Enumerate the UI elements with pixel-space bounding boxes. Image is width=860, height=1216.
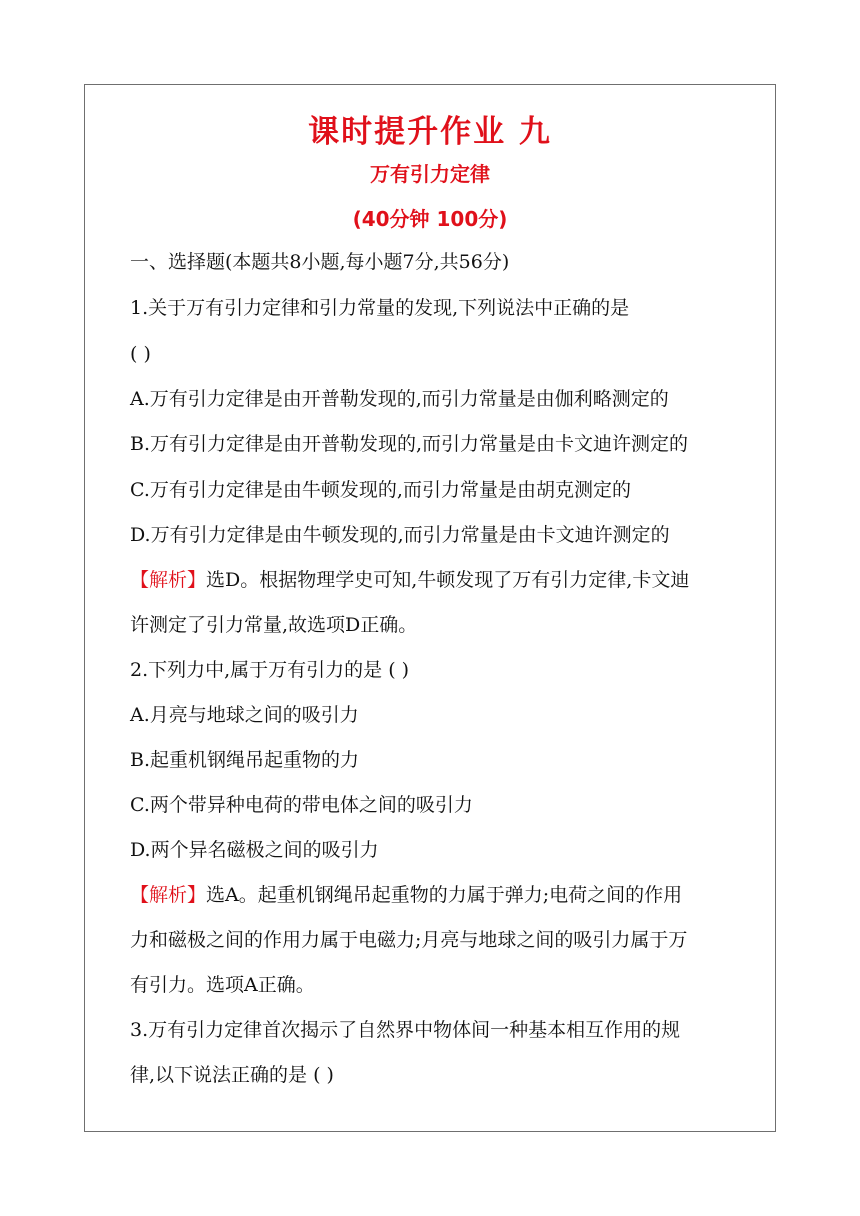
question-2-option-a: A.月亮与地球之间的吸引力 — [130, 704, 359, 726]
question-1-option-d: D.万有引力定律是由牛顿发现的,而引力常量是由卡文迪许测定的 — [130, 524, 670, 546]
time-score: (40分钟 100分) — [352, 207, 508, 231]
question-1-stem-line-1: 1.关于万有引力定律和引力常量的发现,下列说法中正确的是 — [130, 297, 630, 319]
question-1-stem-line-2: ( ) — [130, 343, 151, 365]
question-1-option-c: C.万有引力定律是由牛顿发现的,而引力常量是由胡克测定的 — [130, 479, 631, 501]
question-2-option-c: C.两个带异种电荷的带电体之间的吸引力 — [130, 794, 473, 816]
question-3-stem-line-1: 3.万有引力定律首次揭示了自然界中物体间一种基本相互作用的规 — [130, 1019, 681, 1041]
question-1-option-b: B.万有引力定律是由开普勒发现的,而引力常量是由卡文迪许测定的 — [130, 433, 689, 455]
question-2-option-d: D.两个异名磁极之间的吸引力 — [130, 839, 379, 861]
question-2-option-b: B.起重机钢绳吊起重物的力 — [130, 749, 360, 771]
analysis-label: 【解析】 — [130, 884, 207, 906]
question-2-analysis-line-1 — [130, 880, 730, 910]
page-subtitle: 万有引力定律 — [370, 162, 490, 186]
question-1-analysis-line-1 — [130, 565, 730, 595]
page-title: 课时提升作业 九 — [308, 114, 552, 150]
analysis-text: 选D。根据物理学史可知,牛顿发现了万有引力定律,卡文迪 — [206, 569, 690, 591]
analysis-text: 选A。起重机钢绳吊起重物的力属于弹力;电荷之间的作用 — [206, 884, 683, 906]
question-2-analysis-line-2: 力和磁极之间的作用力属于电磁力;月亮与地球之间的吸引力属于万 — [130, 929, 688, 951]
question-3-stem-line-2: 律,以下说法正确的是 ( ) — [130, 1064, 334, 1086]
question-1-analysis-line-2: 许测定了引力常量,故选项D正确。 — [130, 614, 418, 636]
question-2-analysis-line-3: 有引力。选项A正确。 — [130, 974, 315, 996]
section-heading: 一、选择题(本题共8小题,每小题7分,共56分) — [130, 251, 510, 273]
question-2-stem: 2.下列力中,属于万有引力的是 ( ) — [130, 659, 410, 681]
question-1-option-a: A.万有引力定律是由开普勒发现的,而引力常量是由伽利略测定的 — [130, 388, 669, 410]
analysis-label: 【解析】 — [130, 569, 207, 591]
